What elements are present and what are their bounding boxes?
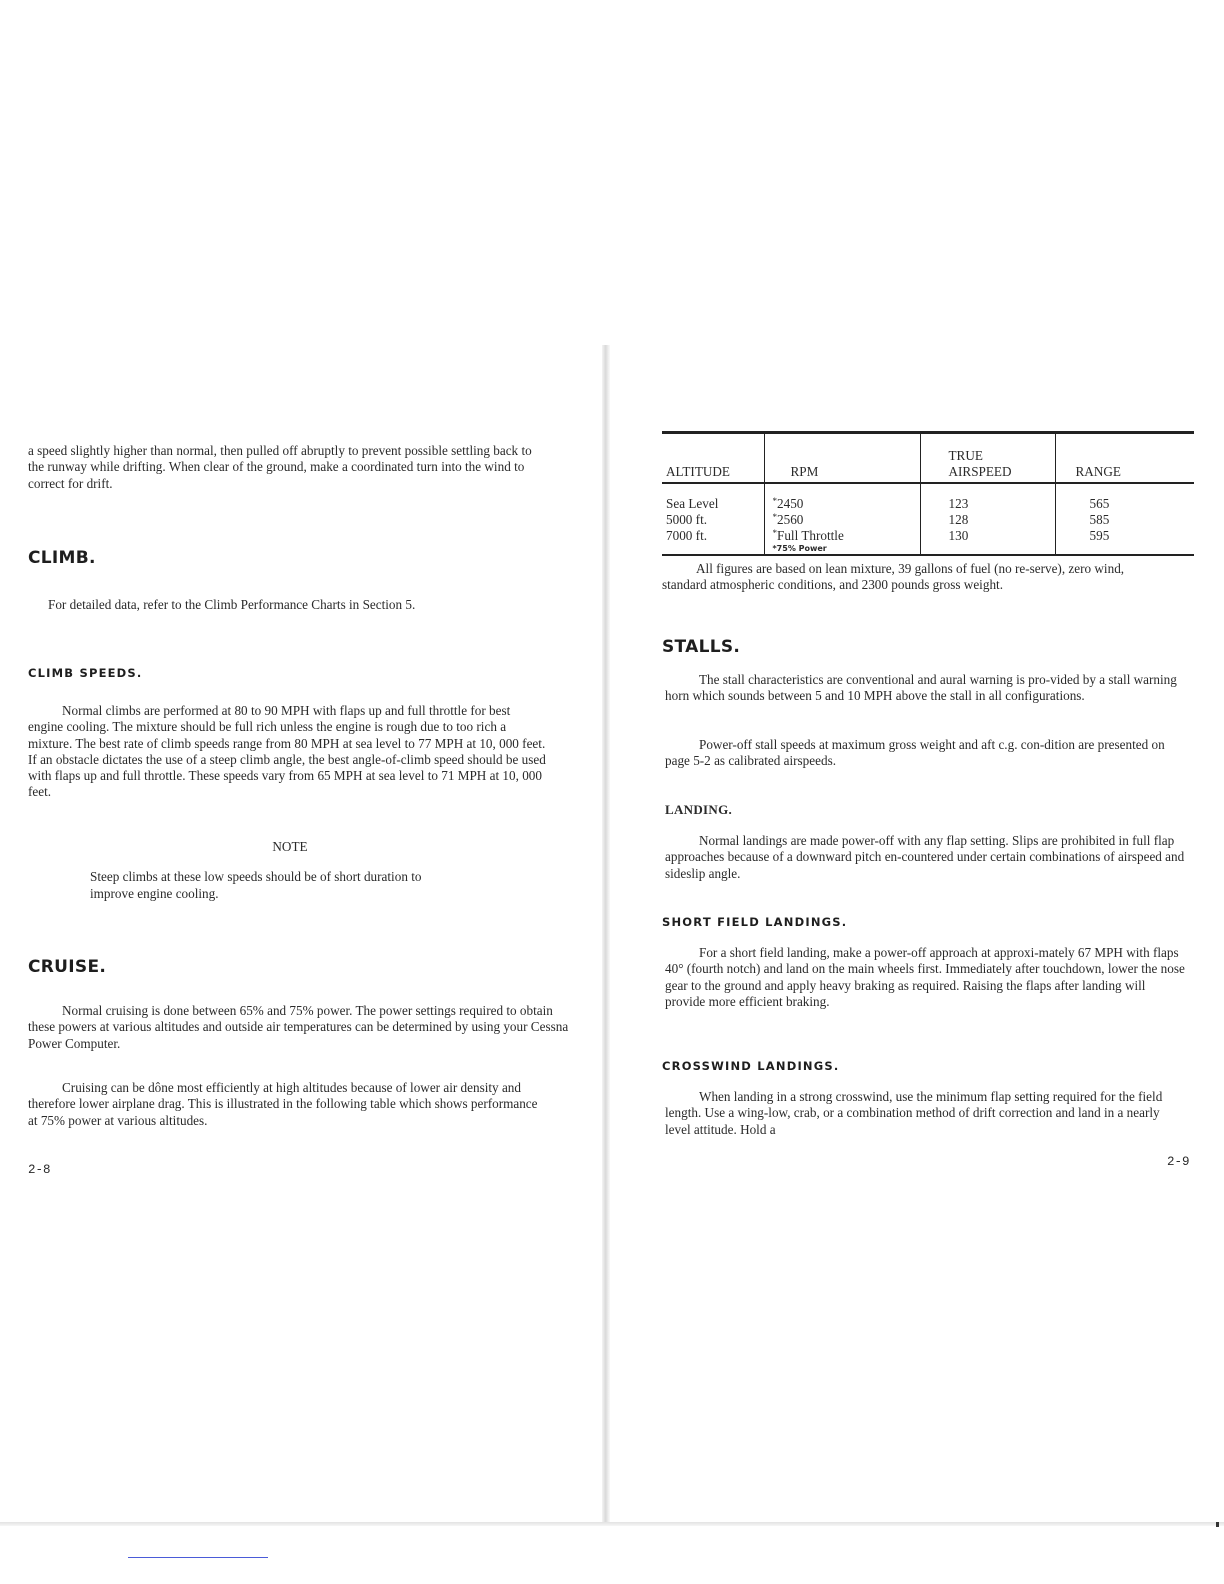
table-cell: 7000 ft.	[666, 528, 708, 543]
table-cell	[773, 496, 920, 512]
climb-paragraph-text-block	[48, 597, 588, 613]
note-box	[90, 839, 490, 902]
stalls-heading	[662, 637, 740, 657]
header-true-airspeed	[920, 433, 1055, 484]
table-cell: 565	[1089, 496, 1110, 511]
stalls-text-1: The stall characteristics are conventional and aural warning is pro-vided by a stall warning horn which sounds between 5 and 10 MPH above the stall in all configurations.	[665, 672, 1177, 704]
header-range: RANGE	[1055, 433, 1194, 484]
performance-table	[662, 431, 1194, 556]
header-rpm: RPM	[764, 433, 920, 484]
altitude-column	[662, 483, 764, 555]
cruise-paragraph-2	[28, 1080, 548, 1129]
climb-speeds-heading	[28, 666, 142, 680]
table-cell: 130	[948, 528, 969, 543]
climb-heading	[28, 548, 96, 568]
climb-speeds-text: Normal climbs are performed at 80 to 90 MPH with flaps up and full throttle for best engine cooling. The mixture should be full rich unless the engine is rough due to too rich a mixture. The best rate of climb speeds range from 80 MPH at sea level to 77 MPH at 10, 000 feet. If an obstacle dictates the use of a steep climb angle, the best angle-of-climb speed should be used with flaps up and full throttle. These speeds vary from 65 MPH at sea level to 71 MPH at 10, 000 feet.	[28, 703, 546, 800]
table-cell: 585	[1089, 512, 1110, 527]
cruise-text-1: Normal cruising is done between 65% and 75% power. The power settings required to obtain these powers at various altitudes and outside air temperatures can be determined by using your Cessna Power Computer.	[28, 1003, 569, 1051]
page-number-left: 2-8	[28, 1163, 51, 1177]
landing-paragraph	[665, 833, 1190, 882]
page-number-right: 2-9	[1167, 1155, 1190, 1169]
short-field-text: For a short field landing, make a power-off approach at approxi-mately 67 MPH with flaps 40° (fourth notch) and land on the main wheels first. Immediately after touchdown, lower the nose gear to the ground and apply heavy braking as required. Raising the flaps after landing will provide more efficient braking.	[665, 945, 1185, 1009]
table-cell: 595	[1089, 528, 1110, 543]
rpm-column	[764, 483, 920, 555]
asterisk-mark: *	[772, 496, 777, 506]
intro-paragraph	[28, 443, 538, 492]
landing-heading	[665, 802, 732, 818]
table-cell: 123	[948, 496, 969, 511]
rpm-value: 2560	[777, 512, 804, 527]
landing-text: Normal landings are made power-off with any flap setting. Slips are prohibited in full flap approaches because of a downward pitch en-countered under certain combinations of airspeed and sideslip angle.	[665, 833, 1185, 881]
range-column	[1055, 483, 1194, 555]
table-header-row	[662, 433, 1194, 484]
cruise-paragraph-1	[28, 1003, 573, 1052]
stalls-paragraph-2	[665, 737, 1177, 770]
note-text: Steep climbs at these low speeds should be of short duration to improve engine cooling.	[90, 869, 422, 901]
cruise-heading-text: CRUISE.	[28, 957, 107, 977]
crosswind-heading-text: CROSSWIND LANDINGS.	[662, 1059, 840, 1073]
climb-text: For detailed data, refer to the Climb Performance Charts in Section 5.	[48, 597, 416, 612]
airspeed-column	[920, 483, 1055, 555]
header-airspeed-line-2: AIRSPEED	[948, 464, 1012, 479]
table-footnote: *75% Power	[772, 544, 827, 553]
crosswind-paragraph	[665, 1089, 1170, 1138]
asterisk-mark: *	[772, 528, 777, 538]
stalls-text-2: Power-off stall speeds at maximum gross weight and aft c.g. con-dition are presented on page 5-2 as calibrated airspeeds.	[665, 737, 1165, 769]
table-cell: 5000 ft.	[666, 512, 708, 527]
note-title: NOTE	[272, 839, 308, 854]
crosswind-heading	[662, 1059, 839, 1073]
header-airspeed-line-1: TRUE	[948, 448, 983, 463]
table-cell	[773, 528, 920, 544]
short-field-heading	[662, 915, 847, 929]
landing-heading-text: LANDING.	[665, 802, 733, 817]
table-cell: Sea Level	[666, 496, 719, 511]
rpm-value: 2450	[777, 496, 804, 511]
cruise-text-2: Cruising can be dône most efficiently at high altitudes because of lower air density and therefore lower airplane drag. This is illustrated in the following table which shows performance at 75% power at various altitudes.	[28, 1080, 538, 1128]
short-field-paragraph	[665, 945, 1187, 1010]
right-page	[612, 0, 1224, 1584]
performance-table-block	[662, 431, 1194, 594]
crosswind-text: When landing in a strong crosswind, use the minimum flap setting required for the field length. Use a wing-low, crab, or a combination method of drift correction and land in a nearly level attitude. Hold a	[665, 1089, 1163, 1137]
rpm-value: Full Throttle	[777, 528, 844, 543]
table-body	[662, 483, 1194, 555]
climb-heading-text: CLIMB.	[28, 548, 96, 568]
left-page	[0, 0, 605, 1584]
intro-text: a speed slightly higher than normal, then pulled off abruptly to prevent possible settling back to the runway while drifting. When clear of the ground, make a coordinated turn into the wind to correct for drift.	[28, 443, 532, 491]
stalls-heading-text: STALLS.	[662, 637, 741, 657]
short-field-heading-text: SHORT FIELD LANDINGS.	[662, 915, 848, 929]
table-cell: 128	[948, 512, 969, 527]
stalls-paragraph-1	[665, 672, 1187, 705]
table-note: All figures are based on lean mixture, 39 gallons of fuel (no re-serve), zero wind, standard atmospheric conditions, and 2300 pounds gross weight.	[662, 561, 1125, 593]
asterisk-mark: *	[772, 512, 777, 522]
climb-speeds-heading-text: CLIMB SPEEDS.	[28, 666, 143, 680]
cruise-heading	[28, 957, 106, 977]
climb-speeds-paragraph	[28, 703, 546, 801]
table-cell	[773, 512, 920, 528]
header-altitude: ALTITUDE	[666, 464, 730, 479]
